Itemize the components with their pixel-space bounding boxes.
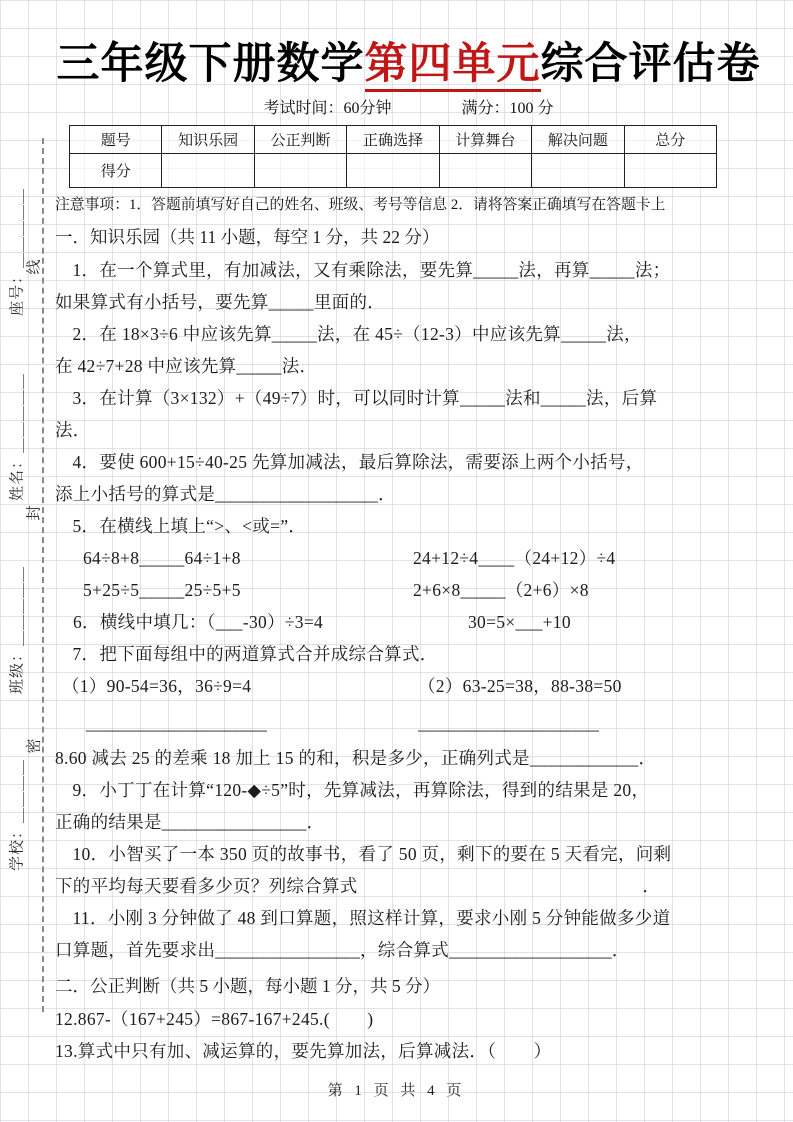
score-table-header: 正确选择 [347, 126, 439, 154]
seal-char-xian: 线 [26, 259, 43, 275]
question-13: 13.算式中只有加、减运算的，要先算加法，后算减法．（ ） [55, 1041, 552, 1061]
question-7-answer-blanks [55, 707, 762, 739]
score-table-header-row [70, 126, 717, 154]
question-2-line1: 2．在 18×3÷6 中应该先算_____法，在 45÷（12-3）中应该先算_____法， [72, 324, 642, 344]
question-5-row1 [55, 542, 762, 574]
title-unit-highlight: 第四单元 [365, 40, 541, 92]
question-2-line2: 在 42÷7+28 中应该先算_____法． [55, 356, 318, 376]
score-cell-empty [624, 154, 716, 188]
exam-notice: 注意事项：1．答题前填写好自己的姓名、班级、考号等信息 2．请将答案正确填写在答题卡上 [55, 197, 666, 213]
q7-answer-blank-2: ____________________ [418, 713, 599, 733]
seal-margin-strip [0, 0, 50, 1122]
score-table-header: 公正判断 [254, 126, 346, 154]
class-field: 班级：＿＿＿＿＿ [9, 565, 26, 695]
question-10-line2: 下的平均每天要看多少页？列综合算式 ． [55, 876, 661, 896]
score-table-header: 解决问题 [532, 126, 624, 154]
score-cell-empty [439, 154, 531, 188]
q7-item-1: （1）90-54=36，36÷9=4 [62, 676, 252, 696]
q5-compare-item: 2+6×8_____（2+6）×8 [413, 580, 589, 600]
score-table-header: 知识乐园 [162, 126, 254, 154]
q5-compare-item: 24+12÷4____（24+12）÷4 [413, 548, 616, 568]
score-table [69, 125, 717, 188]
question-3-line1: 3．在计算（3×132）+（49÷7）时，可以同时计算_____法和_____法，后算 [72, 388, 658, 408]
score-row-label: 得分 [70, 154, 162, 188]
question-5-row2 [55, 574, 762, 606]
school-field: 学校：＿＿＿＿ [9, 758, 26, 872]
score-table-header: 计算舞台 [439, 126, 531, 154]
question-3-line2: 法． [55, 420, 91, 440]
page-title [55, 24, 762, 92]
score-cell-empty [347, 154, 439, 188]
exam-full-score: 满分：100 分 [461, 100, 554, 117]
question-12: 12.867-（167+245）=867-167+245.( ) [55, 1009, 374, 1029]
question-7-items [55, 670, 762, 702]
title-post: 综合评估卷 [540, 40, 761, 88]
question-5-head: 5．在横线上填上“>、<或=”． [72, 516, 307, 536]
question-11-line1: 11．小刚 3 分钟做了 48 到口算题，照这样计算，要求小刚 5 分钟能做多少道 [72, 908, 671, 928]
score-cell-empty [254, 154, 346, 188]
seat-number-field: 座号：＿＿＿＿＿ [9, 187, 26, 317]
q5-compare-item: 5+25÷5_____25÷5+5 [83, 580, 241, 600]
seal-char-feng: 封 [26, 505, 43, 521]
section2-heading: 二．公正判断（共 5 小题，每小题 1 分，共 5 分） [55, 976, 440, 996]
question-7-head: 7．把下面每组中的两道算式合并成综合算式． [72, 644, 438, 664]
seal-char-mi: 密 [26, 738, 43, 754]
student-name-field: 姓名：＿＿＿＿＿ [9, 372, 26, 502]
score-cell-empty [532, 154, 624, 188]
page-number: 第 1 页 共 4 页 [327, 1083, 466, 1099]
question-1-line1: 1．在一个算式里，有加减法，又有乘除法，要先算_____法，再算_____法； [72, 260, 671, 280]
question-11-line2: 口算题，首先要求出________________，综合算式__________________． [55, 940, 630, 960]
q5-compare-item: 64÷8+8_____64÷1+8 [83, 548, 241, 568]
exam-meta [55, 95, 762, 118]
exam-time: 考试时间：60分钟 [263, 100, 392, 117]
question-8: 8.60 减去 25 的差乘 18 加上 15 的和，积是多少，正确列式是____________． [55, 748, 657, 768]
score-table-header: 总分 [624, 126, 716, 154]
question-4-line1: 4．要使 600+15÷40-25 先算加减法，最后算除法，需要添上两个小括号， [72, 452, 644, 472]
question-9-line1: 9．小丁丁在计算“120-◆÷5”时，先算减法，再算除法，得到的结果是 20， [72, 780, 650, 800]
score-table-header: 题号 [70, 126, 162, 154]
question-1-line2: 如果算式有小括号，要先算_____里面的． [55, 292, 386, 312]
score-cell-empty [162, 154, 254, 188]
question-4-line2: 添上小括号的算式是__________________． [55, 484, 396, 504]
question-9-line2: 正确的结果是________________． [55, 812, 325, 832]
question-10-line1: 10．小智买了一本 350 页的故事书，看了 50 页，剩下的要在 5 天看完，问剩 [72, 844, 672, 864]
title-pre: 三年级下册数学 [56, 40, 365, 88]
question-6-row [55, 606, 762, 638]
q6-fill-item: 6．横线中填几：（___-30）÷3=4 [73, 612, 324, 632]
q7-answer-blank-1: ____________________ [86, 713, 267, 733]
section1-heading: 一．知识乐园（共 11 小题，每空 1 分，共 22 分） [55, 227, 440, 247]
q7-item-2: （2）63-25=38，88-38=50 [418, 676, 622, 696]
main-content [55, 24, 762, 1067]
score-table-score-row [70, 154, 717, 188]
q6-fill-item: 30=5×___+10 [468, 612, 571, 632]
